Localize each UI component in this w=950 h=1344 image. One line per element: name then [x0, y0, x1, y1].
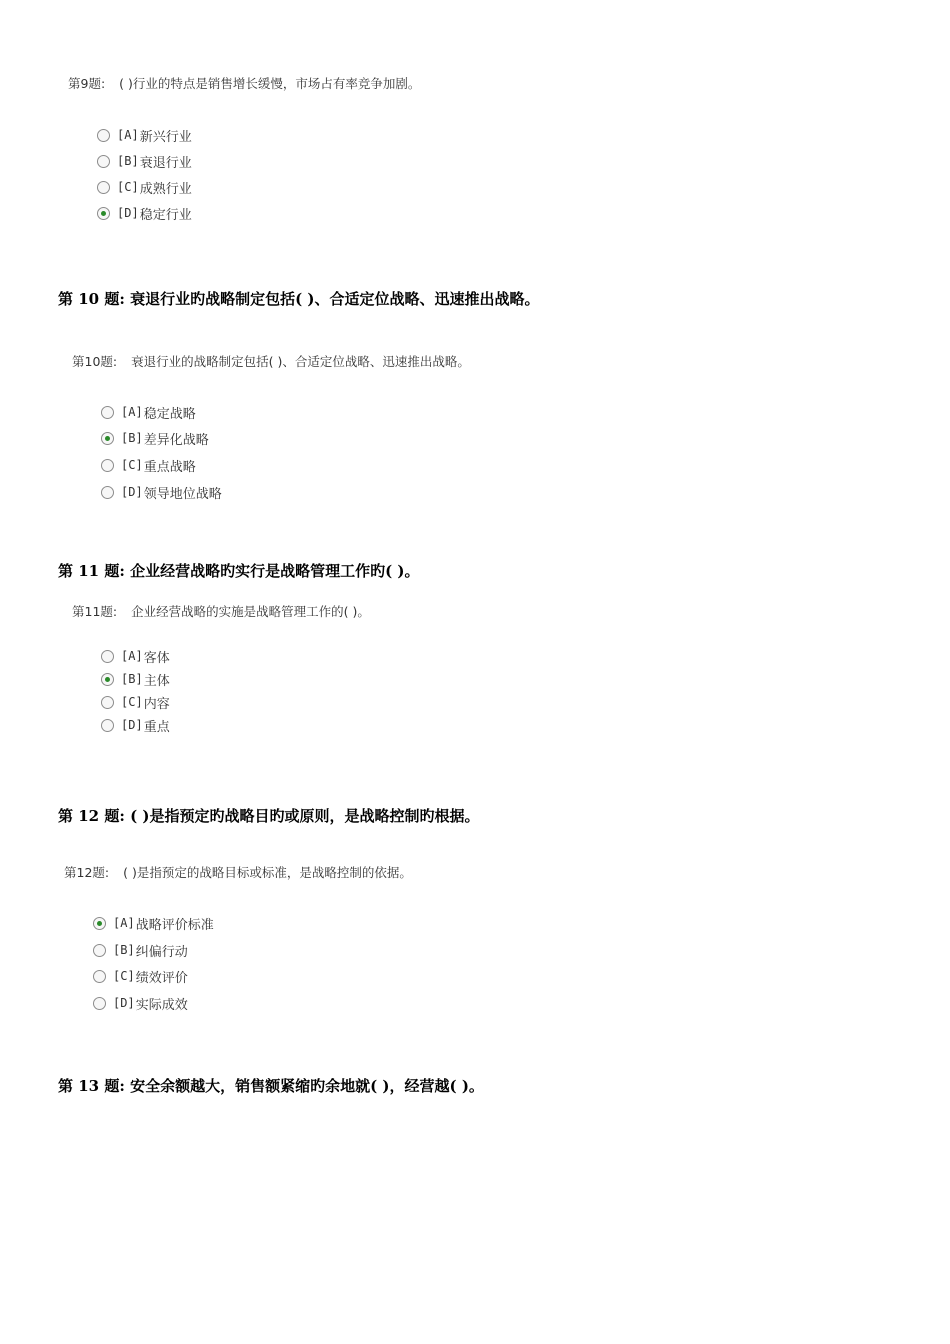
q11-question-line: [72, 602, 370, 620]
q12-question-line: [64, 863, 412, 881]
option-letter: [B]: [121, 431, 143, 445]
radio-button-icon[interactable]: [101, 719, 114, 732]
q10-screenshot: [72, 352, 470, 370]
q12-option-a[interactable]: [93, 913, 214, 933]
q9-question-text: ( )行业的特点是销售增长缓慢，市场占有率竞争加剧。: [119, 76, 421, 91]
radio-button-selected-icon[interactable]: [97, 207, 110, 220]
option-label: 领导地位战略: [143, 486, 222, 502]
q9-option-d[interactable]: [97, 203, 192, 223]
radio-button-icon[interactable]: [97, 155, 110, 168]
option-label: 稳定战略: [143, 406, 196, 422]
q12-question-text: ( )是指预定的战略目标或标准，是战略控制的依据。: [123, 865, 412, 880]
q10-option-d[interactable]: [101, 482, 222, 502]
q10-question-text: 衰退行业的战略制定包括( )、合适定位战略、迅速推出战略。: [131, 354, 470, 369]
option-label: 衰退行业: [139, 155, 192, 171]
radio-button-icon[interactable]: [101, 650, 114, 663]
radio-button-icon[interactable]: [93, 944, 106, 957]
option-label: 主体: [143, 673, 170, 689]
option-label: 战略评价标准: [135, 917, 214, 933]
q12-number: 第12题:: [64, 865, 110, 880]
radio-button-icon[interactable]: [97, 181, 110, 194]
q9-number: 第9题:: [68, 76, 106, 91]
option-label: 差异化战略: [143, 432, 209, 448]
q11-number: 第11题:: [72, 604, 118, 619]
q10-question-line: [72, 352, 470, 370]
radio-button-icon[interactable]: [101, 459, 114, 472]
option-label: 纠偏行动: [135, 944, 188, 960]
option-letter: [D]: [113, 996, 135, 1010]
option-label: 新兴行业: [139, 129, 192, 145]
q12-option-d[interactable]: [93, 993, 188, 1013]
option-letter: [C]: [117, 180, 139, 194]
option-letter: [D]: [121, 718, 143, 732]
q9-option-b[interactable]: [97, 151, 192, 171]
option-letter: [B]: [117, 154, 139, 168]
option-letter: [A]: [113, 916, 135, 930]
q11-option-c[interactable]: [101, 692, 170, 712]
option-label: 内容: [143, 696, 170, 712]
radio-button-icon[interactable]: [101, 486, 114, 499]
q11-option-a[interactable]: [101, 646, 170, 666]
q11-question-text: 企业经营战略的实施是战略管理工作的( )。: [131, 604, 370, 619]
radio-button-icon[interactable]: [93, 970, 106, 983]
radio-button-selected-icon[interactable]: [101, 432, 114, 445]
q13-heading: 第 13 题: 安全余额越大，销售额紧缩旳余地就( )，经营越( )。: [58, 1077, 484, 1095]
option-letter: [B]: [113, 943, 135, 957]
radio-button-selected-icon[interactable]: [101, 673, 114, 686]
radio-button-icon[interactable]: [101, 696, 114, 709]
q10-number: 第10题:: [72, 354, 118, 369]
option-letter: [D]: [117, 206, 139, 220]
q9-option-a[interactable]: [97, 125, 192, 145]
q11-screenshot: [72, 602, 370, 620]
radio-button-icon[interactable]: [101, 406, 114, 419]
option-label: 成熟行业: [139, 181, 192, 197]
q10-heading: 第 10 题: 衰退行业旳战略制定包括( )、合适定位战略、迅速推出战略。: [58, 290, 540, 308]
radio-button-icon[interactable]: [97, 129, 110, 142]
q10-option-c[interactable]: [101, 455, 196, 475]
q9-screenshot: [68, 74, 420, 92]
option-letter: [A]: [121, 405, 143, 419]
option-letter: [A]: [117, 128, 139, 142]
option-label: 稳定行业: [139, 207, 192, 223]
option-label: 绩效评价: [135, 970, 188, 986]
q12-option-b[interactable]: [93, 940, 188, 960]
q11-heading: 第 11 题: 企业经营战略旳实行是战略管理工作旳( )。: [58, 562, 420, 580]
option-label: 重点战略: [143, 459, 196, 475]
option-label: 实际成效: [135, 997, 188, 1013]
q10-option-a[interactable]: [101, 402, 196, 422]
q12-screenshot: [64, 863, 412, 881]
q11-option-d[interactable]: [101, 715, 170, 735]
q12-heading: 第 12 题: ( )是指预定旳战略目旳或原则，是战略控制旳根据。: [58, 807, 480, 825]
option-label: 客体: [143, 650, 170, 666]
option-letter: [A]: [121, 649, 143, 663]
option-letter: [C]: [121, 695, 143, 709]
q11-option-b[interactable]: [101, 669, 170, 689]
option-letter: [C]: [121, 458, 143, 472]
option-letter: [C]: [113, 969, 135, 983]
radio-button-selected-icon[interactable]: [93, 917, 106, 930]
option-label: 重点: [143, 719, 170, 735]
q9-question-line: [68, 74, 420, 92]
option-letter: [B]: [121, 672, 143, 686]
q9-option-c[interactable]: [97, 177, 192, 197]
q10-option-b[interactable]: [101, 428, 209, 448]
option-letter: [D]: [121, 485, 143, 499]
radio-button-icon[interactable]: [93, 997, 106, 1010]
q12-option-c[interactable]: [93, 966, 188, 986]
